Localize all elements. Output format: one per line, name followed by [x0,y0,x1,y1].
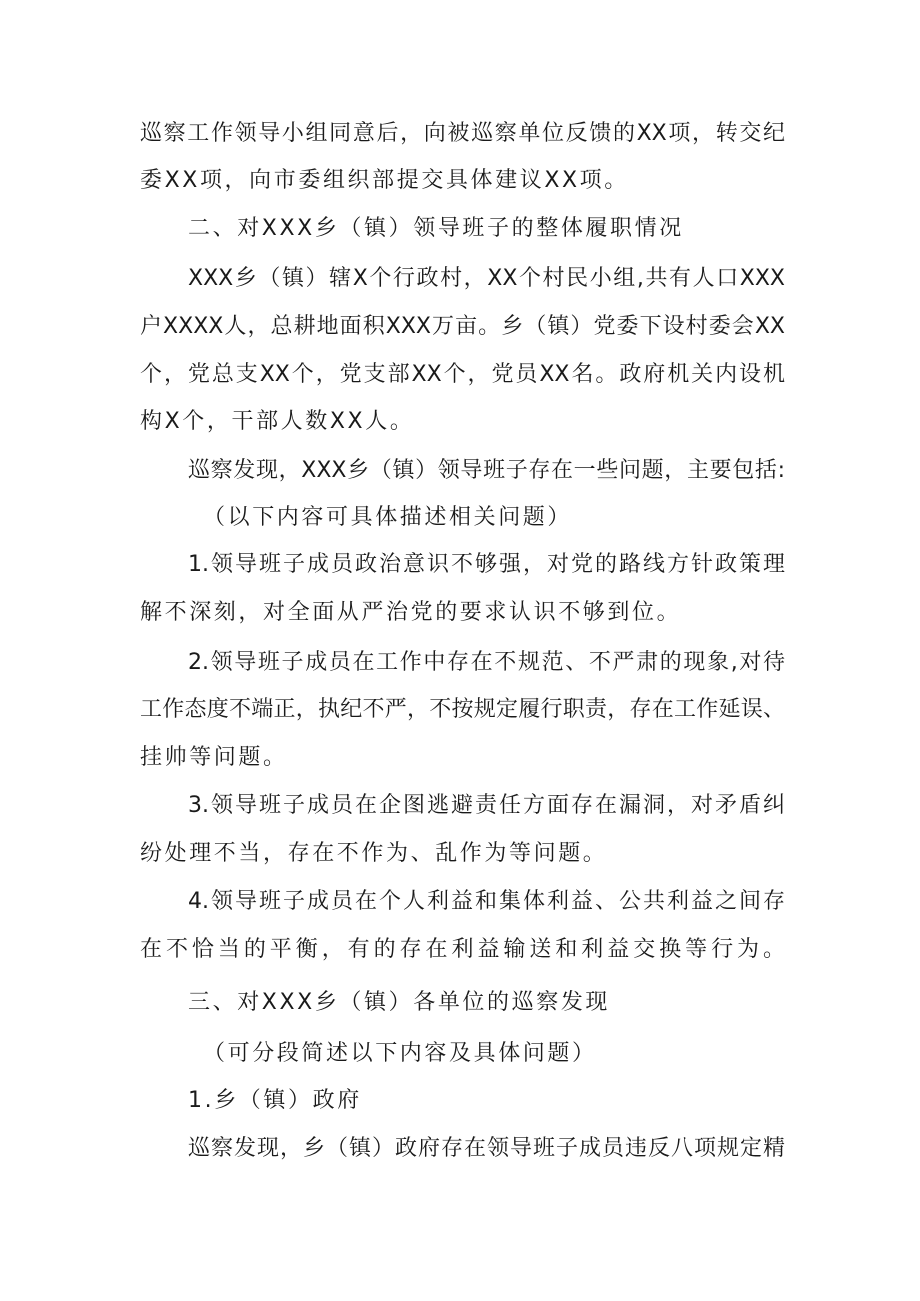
list-item-line: 挂帅等问题。 [140,745,288,770]
list-item-line: 在不恰当的平衡，有的存在利益输送和利益交换等行为。 [140,937,785,962]
list-item-line: 1.领导班子成员政治意识不够强，对党的路线方针政策理 [188,552,785,577]
list-item-line: 4.领导班子成员在个人利益和集体利益、公共利益之间存 [188,889,785,914]
note-line: （以下内容可具体描述相关问题） [203,505,573,530]
section-heading: 二、对XXX乡（镇）领导班子的整体履职情况 [188,216,684,241]
paragraph-line: 巡察发现，乡（镇）政府存在领导班子成员违反八项规定精 [188,1136,785,1161]
list-item-line: 2.领导班子成员在工作中存在不规范、不严肃的现象,对待 [188,650,785,675]
list-item-line: 纷处理不当，存在不作为、乱作为等问题。 [140,841,608,866]
paragraph-line: 巡察发现，XXX乡（镇）领导班子存在一些问题，主要包括: [188,458,785,483]
paragraph-line: 个，党总支XX个，党支部XX个，党员XX名。政府机关内设机 [140,362,785,387]
paragraph-line: 户XXXX人，总耕地面积XXX万亩。乡（镇）党委下设村委会XX [140,314,785,339]
paragraph-line: 构X个，干部人数XX人。 [140,409,415,434]
paragraph-line: XXX乡（镇）辖X个行政村，XX个村民小组,共有人口XXX [188,266,785,291]
paragraph-line: 委XX项，向市委组织部提交具体建议XX项。 [140,168,629,193]
section-heading: 三、对XXX乡（镇）各单位的巡察发现 [188,990,611,1015]
paragraph-line: 巡察工作领导小组同意后，向被巡察单位反馈的XX项，转交纪 [140,121,785,146]
subsection-heading: 1.乡（镇）政府 [188,1088,362,1113]
note-line: （可分段简述以下内容及具体问题） [203,1041,597,1066]
list-item-line: 解不深刻，对全面从严治党的要求认识不够到位。 [140,600,682,625]
list-item-line: 3.领导班子成员在企图逃避责任方面存在漏洞，对矛盾纠 [188,793,785,818]
list-item-line: 工作态度不端正，执纪不严，不按规定履行职责，存在工作延误、 [140,697,785,722]
